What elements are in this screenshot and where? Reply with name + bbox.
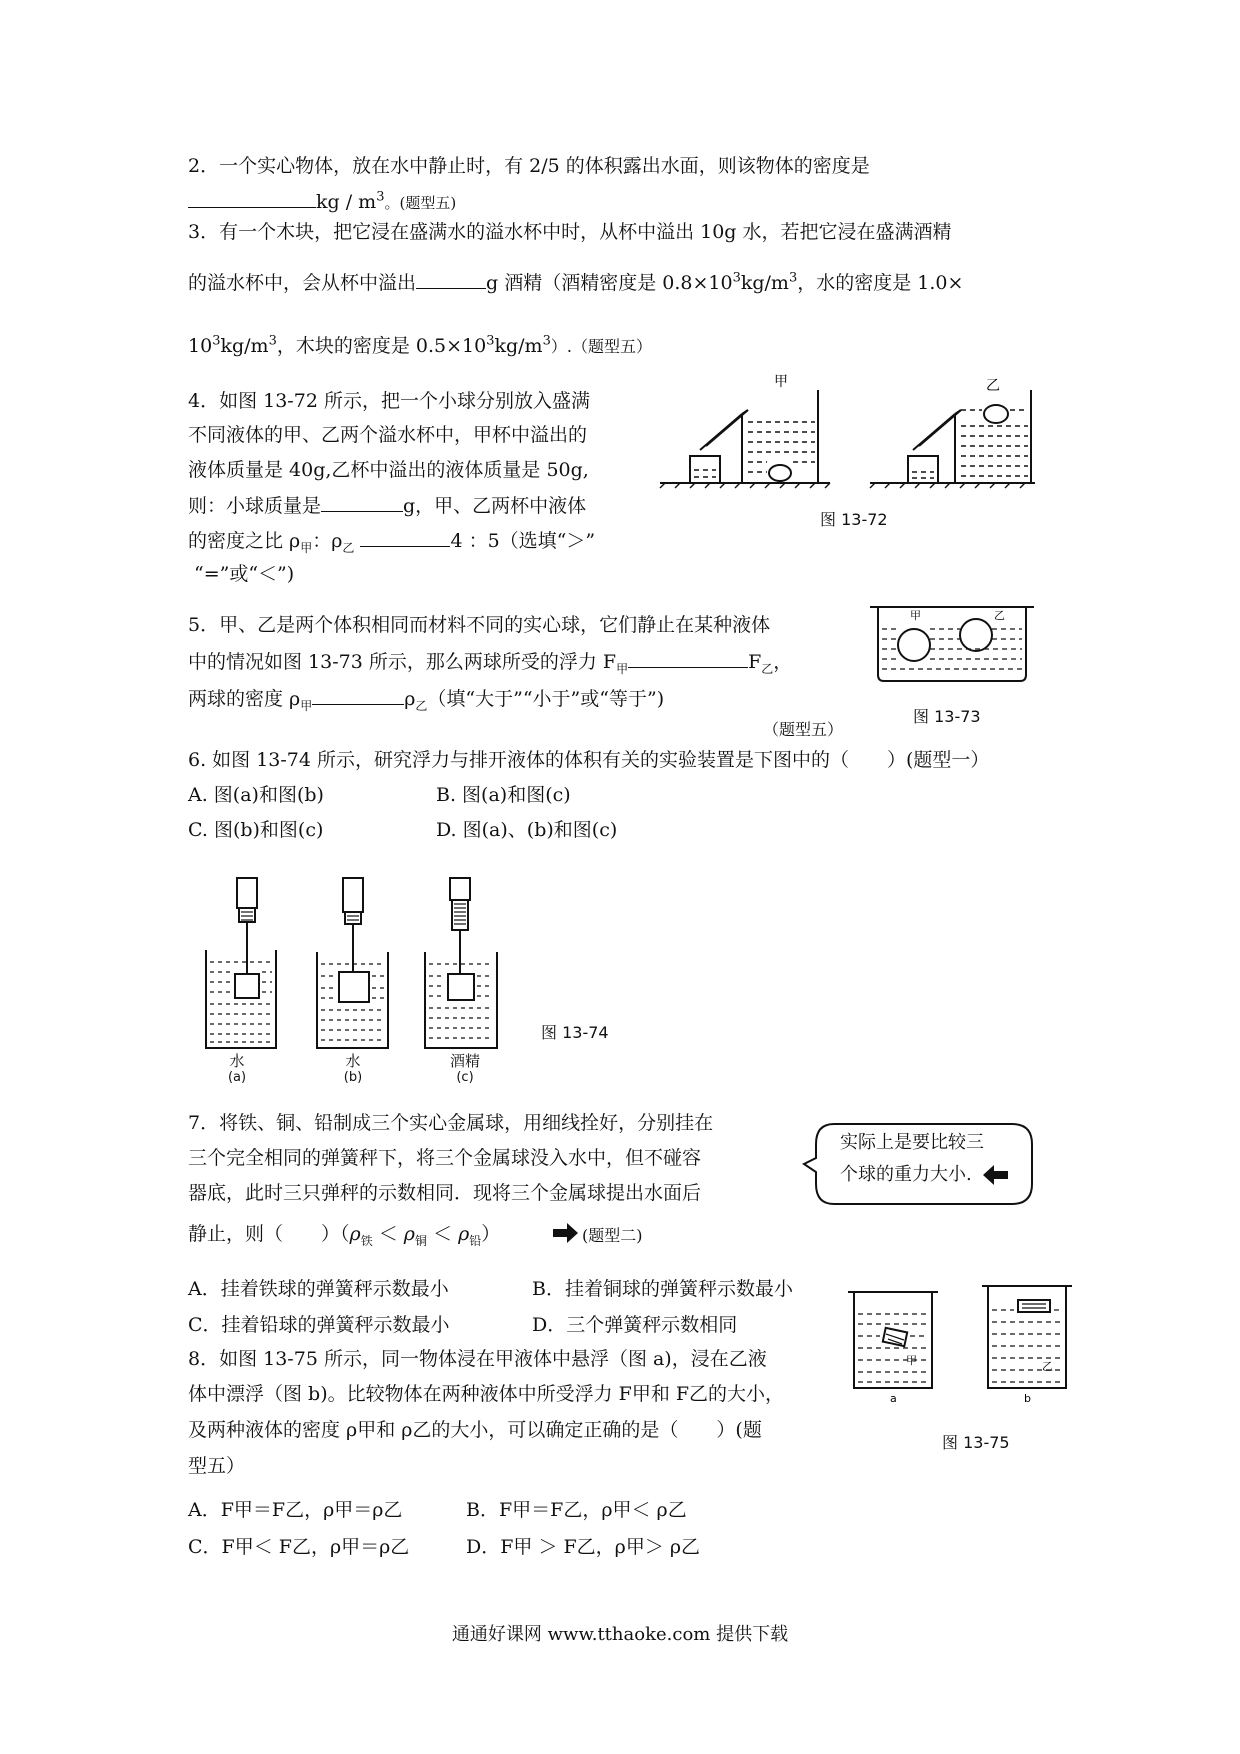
q4-compare-blank[interactable] xyxy=(360,528,450,547)
q4-l5a: 的密度之比 ρ xyxy=(188,530,301,552)
q7-sub-tie: 铁 xyxy=(360,1233,373,1248)
q2-answer-blank[interactable] xyxy=(188,189,316,208)
q8-line2: 体中漂浮（图 b)。比较物体在两种液体中所受浮力 F甲和 F乙的大小， xyxy=(188,1383,785,1405)
q4-line5 xyxy=(188,528,595,553)
fig74-label-a: 水 xyxy=(229,1052,245,1070)
callout-line1: 实际上是要比较三 xyxy=(840,1132,984,1153)
q5-l2a: 中的情况如图 13-73 所示，那么两球所受的浮力 F xyxy=(188,651,617,673)
q6-option-c[interactable]: C. 图(b)和图(c) xyxy=(188,819,324,841)
q3-answer-blank[interactable] xyxy=(416,270,486,289)
q5-l2c: ， xyxy=(773,651,793,673)
q4-l5b: ：ρ xyxy=(312,530,343,552)
q7-lt2: ＜ xyxy=(426,1223,459,1245)
q4-l4b: g，甲、乙两杯中液体 xyxy=(403,495,587,517)
q3-sup1: 3 xyxy=(732,270,741,286)
q4-mass-blank[interactable] xyxy=(321,493,403,512)
page-footer: 通通好课网 www.tthaoke.com 提供下载 xyxy=(451,1624,789,1645)
q8-line4: 型五） xyxy=(188,1455,246,1477)
fig75-caption: 图 13-75 xyxy=(942,1433,1010,1452)
q3-l2b: g 酒精（酒精密度是 0.8×10 xyxy=(486,272,733,294)
figure-13-72 xyxy=(660,374,1080,490)
q8-option-d[interactable]: D．F甲 ＞ F乙，ρ甲＞ ρ乙 xyxy=(466,1536,701,1558)
fig72-label-jia: 甲 xyxy=(774,374,788,390)
fig73-label-yi: 乙 xyxy=(994,609,1005,622)
fig74-label-c: 酒精 xyxy=(449,1052,480,1070)
q3-l3e: ）.（题型五） xyxy=(550,337,652,356)
q4-sub-jia: 甲 xyxy=(300,540,313,555)
q7-sub-tong: 铜 xyxy=(414,1233,427,1248)
q3-sup4: 3 xyxy=(268,333,277,349)
q4-l5c: 4 ：5（选填“＞” xyxy=(450,530,596,552)
q7-tag: (题型二) xyxy=(582,1226,643,1245)
q3-l2a: 的溢水杯中，会从杯中溢出 xyxy=(188,272,417,294)
q5-density-blank[interactable] xyxy=(312,686,404,705)
q4-line3: 液体质量是 40g,乙杯中溢出的液体质量是 50g, xyxy=(188,459,589,481)
q4-line1: 4．如图 13-72 所示，把一个小球分别放入盛满 xyxy=(188,390,590,412)
q6-option-d[interactable]: D. 图(a)、(b)和图(c) xyxy=(436,819,618,841)
q7-rho1: ρ xyxy=(349,1223,361,1245)
q7-l4a: 静止，则（ ）（ xyxy=(188,1223,350,1245)
q7-line2: 三个完全相同的弹簧秤下，将三个金属球没入水中，但不碰容 xyxy=(188,1147,702,1169)
fig74-sub-a: (a) xyxy=(227,1070,247,1085)
q4-l4a: 则：小球质量是 xyxy=(188,495,322,517)
q5-sub-jia: 甲 xyxy=(616,661,629,676)
left-arrow-icon xyxy=(982,1164,1008,1186)
q2-line1: 2．一个实心物体，放在水中静止时，有 2/5 的体积露出水面，则该物体的密度是 xyxy=(188,155,870,177)
fig75-yi: 乙 xyxy=(1042,1360,1053,1373)
fig74-label-b: 水 xyxy=(345,1052,361,1070)
q7-option-a[interactable]: A．挂着铁球的弹簧秤示数最小 xyxy=(188,1278,449,1300)
q7-lt1: ＜ xyxy=(372,1223,404,1245)
q3-l2c: kg/m xyxy=(740,272,789,294)
q3-l3d: kg/m xyxy=(494,335,543,357)
figure-13-73 xyxy=(870,605,1040,685)
q5-l3b: ρ xyxy=(404,688,416,710)
q5-l2b: F xyxy=(748,651,762,673)
q6-option-a[interactable]: A. 图(a)和图(b) xyxy=(188,784,324,806)
q8-line1: 8．如图 13-75 所示，同一物体浸在甲液体中悬浮（图 a)，浸在乙液 xyxy=(188,1348,767,1370)
q8-line3: 及两种液体的密度 ρ甲和 ρ乙的大小，可以确定正确的是（ ）(题 xyxy=(188,1419,762,1441)
q7-sub-qian: 铅 xyxy=(469,1233,482,1248)
q5-l3c: （填“大于”“小于”或“等于”) xyxy=(427,688,665,710)
q7-line4 xyxy=(188,1222,500,1246)
fig74-sub-c: (c) xyxy=(456,1070,474,1085)
q8-option-b[interactable]: B．F甲＝F乙，ρ甲＜ ρ乙 xyxy=(466,1499,687,1521)
q7-option-b[interactable]: B．挂着铜球的弹簧秤示数最小 xyxy=(532,1278,793,1300)
q7-l4b: ） xyxy=(481,1223,501,1245)
callout-line2: 个球的重力大小. xyxy=(840,1164,972,1185)
fig75-label-a: a xyxy=(890,1392,897,1405)
right-arrow-icon xyxy=(553,1222,579,1244)
q5-sub-yi: 乙 xyxy=(761,661,774,676)
q3-l3a: 10 xyxy=(188,335,213,357)
q6-option-b[interactable]: B. 图(a)和图(c) xyxy=(436,784,571,806)
fig72-label-yi: 乙 xyxy=(986,378,1000,394)
q7-line1: 7．将铁、铜、铅制成三个实心金属球，用细线拴好，分别挂在 xyxy=(188,1112,714,1134)
fig74-sub-b: (b) xyxy=(343,1070,363,1085)
q3-sup6: 3 xyxy=(542,333,551,349)
fig73-caption: 图 13-73 xyxy=(913,707,981,726)
q3-line1: 3．有一个木块，把它浸在盛满水的溢水杯中时，从杯中溢出 10g 水，若把它浸在盛满酒精 xyxy=(188,221,952,243)
q5-sub-jia2: 甲 xyxy=(300,698,313,713)
q4-line6: “=”或“＜”) xyxy=(194,563,295,585)
q4-line2: 不同液体的甲、乙两个溢水杯中，甲杯中溢出的 xyxy=(188,424,588,446)
q2-unit: kg / m xyxy=(316,191,377,213)
q2-line2 xyxy=(188,189,456,215)
q3-sup2: 3 xyxy=(788,270,798,286)
q4-line4 xyxy=(188,493,586,518)
q5-line3 xyxy=(188,686,664,711)
q5-l3a: 两球的密度 ρ xyxy=(188,688,301,710)
q2-tag: 。(题型五) xyxy=(384,194,457,212)
q8-option-c[interactable]: C．F甲＜ F乙，ρ甲＝ρ乙 xyxy=(188,1536,410,1558)
figure-13-75 xyxy=(848,1284,1088,1404)
q7-line3: 器底，此时三只弹秤的示数相同．现将三个金属球提出水面后 xyxy=(188,1182,702,1204)
fig75-jia: 甲 xyxy=(906,1354,917,1367)
q5-sub-yi2: 乙 xyxy=(415,698,428,713)
q6-line1: 6. 如图 13-74 所示，研究浮力与排开液体的体积有关的实验装置是下图中的（ ）(题型一） xyxy=(188,749,990,771)
q4-sub-yi: 乙 xyxy=(342,540,355,555)
q3-l3b: kg/m xyxy=(220,335,269,357)
q7-option-c[interactable]: C．挂着铅球的弹簧秤示数最小 xyxy=(188,1314,450,1336)
q3-l2d: ，水的密度是 1.0× xyxy=(797,272,964,294)
q5-tag: （题型五） xyxy=(763,720,844,739)
fig75-label-b: b xyxy=(1024,1392,1031,1405)
q8-option-a[interactable]: A．F甲＝F乙，ρ甲＝ρ乙 xyxy=(188,1499,403,1521)
fig73-label-jia: 甲 xyxy=(910,609,921,622)
q5-line2 xyxy=(188,649,792,674)
figure-13-74 xyxy=(200,878,530,1058)
q5-line1: 5．甲、乙是两个体积相同而材料不同的实心球，它们静止在某种液体 xyxy=(188,614,771,636)
q3-line3 xyxy=(188,334,652,359)
fig72-caption: 图 13-72 xyxy=(820,510,888,529)
q7-rho3: ρ xyxy=(458,1223,470,1245)
q3-sup3: 3 xyxy=(212,333,221,349)
q7-rho2: ρ xyxy=(403,1223,415,1245)
q7-option-d[interactable]: D．三个弹簧秤示数相同 xyxy=(532,1314,738,1336)
q3-l3c: ，木块的密度是 0.5×10 xyxy=(276,335,487,357)
q5-buoyancy-blank[interactable] xyxy=(628,649,748,668)
q3-sup5: 3 xyxy=(486,333,495,349)
q3-line2 xyxy=(188,270,963,295)
fig74-caption: 图 13-74 xyxy=(541,1023,609,1042)
q2-unit-sup: 3 xyxy=(376,189,385,205)
